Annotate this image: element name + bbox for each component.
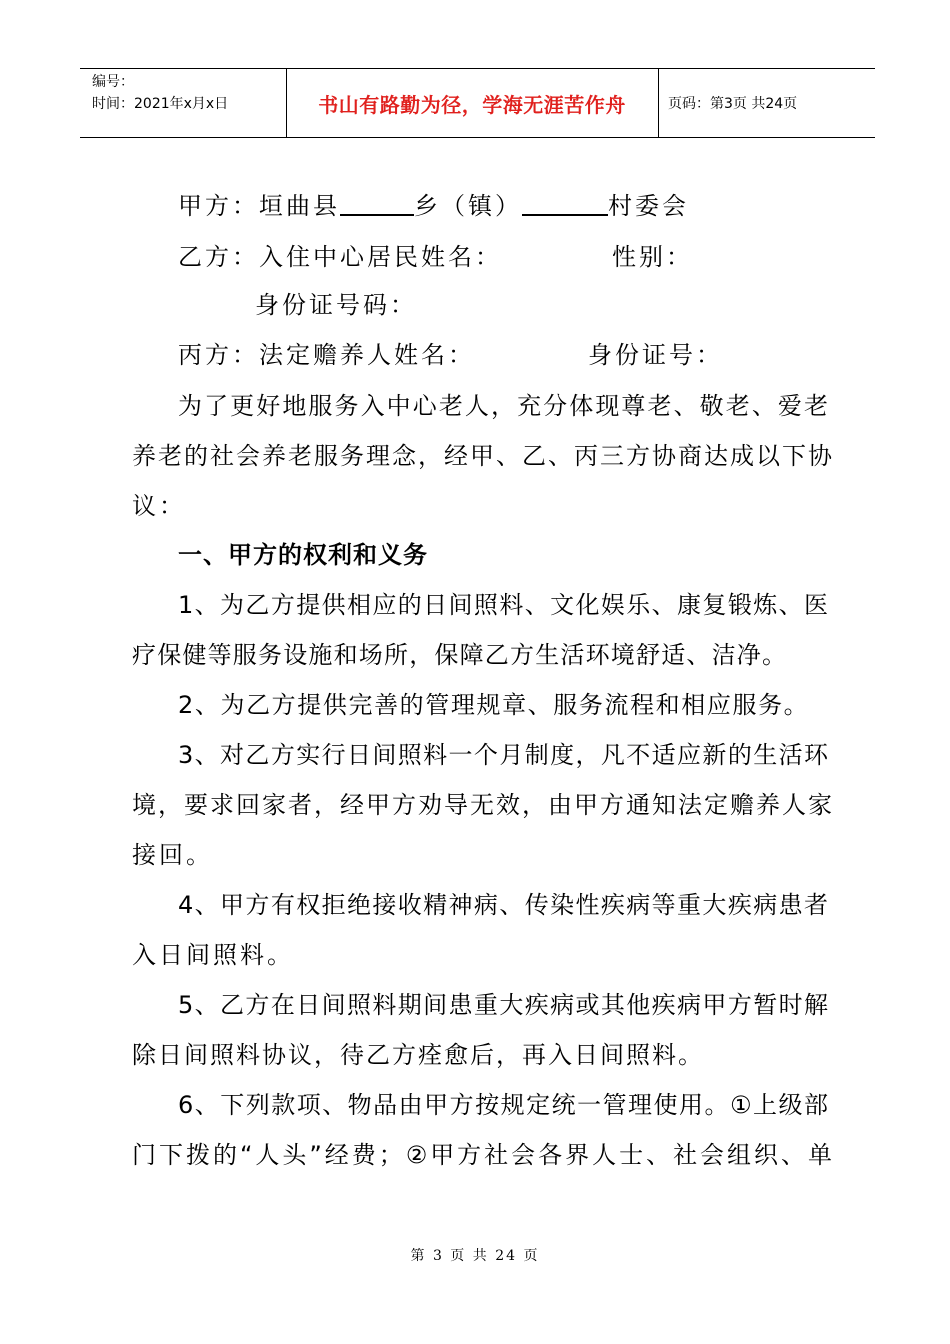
header-table [80, 68, 875, 138]
header-divider [658, 69, 659, 137]
item-line: 境，要求回家者，经甲方劝导无效，由甲方通知法定赡养人家 [132, 791, 832, 819]
section-heading: 一、甲方的权利和义务 [178, 541, 428, 569]
number-label: 编号： [92, 74, 134, 90]
motto: 书山有路勤为径，学海无涯苦作舟 [318, 92, 626, 117]
party-a-suffix: 村委会 [608, 192, 689, 220]
party-b-name: 乙方：入住中心居民姓名： [178, 243, 502, 271]
item-line: 2、为乙方提供完善的管理规章、服务流程和相应服务。 [178, 691, 810, 719]
intro-line: 养老的社会养老服务理念，经甲、乙、丙三方协商达成以下协 [132, 442, 832, 470]
blank-township [340, 192, 414, 216]
item-line: 门下拨的“人头”经费；②甲方社会各界人士、社会组织、单 [132, 1141, 832, 1169]
item-line: 疗保健等服务设施和场所，保障乙方生活环境舒适、洁净。 [132, 641, 788, 669]
blank-village [522, 192, 608, 216]
intro-line: 为了更好地服务入中心老人，充分体现尊老、敬老、爱老 [178, 392, 828, 420]
page-footer: 第 3 页 共 24 页 [410, 1248, 540, 1264]
party-b-gender: 性别： [612, 243, 693, 271]
page-info: 页码：第3页 共24页 [668, 96, 798, 112]
item-line: 入日间照料。 [132, 941, 294, 969]
party-a-prefix: 甲方：垣曲县 [178, 192, 340, 220]
item-line: 接回。 [132, 841, 213, 869]
item-line: 1、为乙方提供相应的日间照料、文化娱乐、康复锻炼、医 [178, 591, 828, 619]
party-a-line [178, 191, 689, 221]
party-a-mid: 乡（镇） [414, 192, 522, 220]
item-line: 6、下列款项、物品由甲方按规定统一管理使用。①上级部 [178, 1091, 828, 1119]
item-line: 4、甲方有权拒绝接收精神病、传染性疾病等重大疾病患者 [178, 891, 828, 919]
party-c-id: 身份证号： [588, 341, 723, 369]
item-line: 5、乙方在日间照料期间患重大疾病或其他疾病甲方暂时解 [178, 991, 828, 1019]
header-meta [92, 71, 287, 115]
item-line: 3、对乙方实行日间照料一个月制度，凡不适应新的生活环 [178, 741, 828, 769]
item-line: 除日间照料协议，待乙方痊愈后，再入日间照料。 [132, 1041, 704, 1069]
time-label: 时间：2021年x月x日 [92, 96, 229, 112]
party-b-id: 身份证号码： [255, 291, 417, 319]
party-c-name: 丙方：法定赡养人姓名： [178, 341, 475, 369]
intro-line: 议： [132, 492, 186, 520]
